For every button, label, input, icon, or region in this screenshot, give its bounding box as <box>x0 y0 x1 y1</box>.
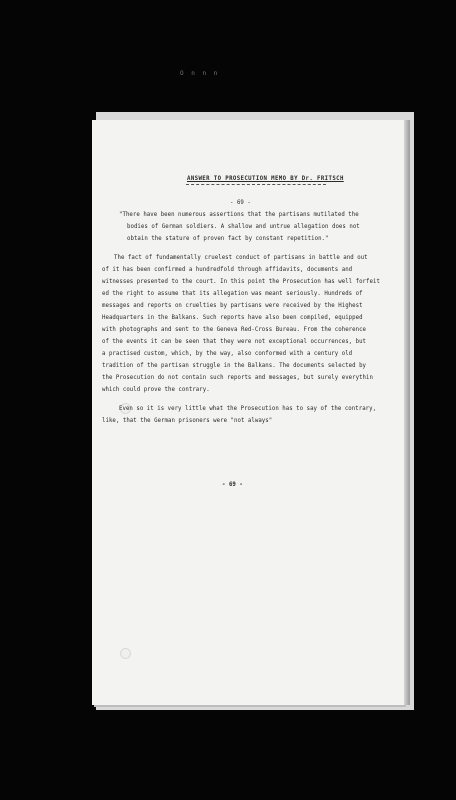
body-line: tradition of the partisan struggle in the Balkans. The documents selected by <box>102 363 367 369</box>
body-line: obtain the stature of proven fact by constant repetition." <box>127 236 329 242</box>
body-line: a practised custom, which, by the way, also conformed with a century old <box>102 351 353 357</box>
body-line: "There have been numerous assertions that the partisans mutilated the <box>119 212 359 218</box>
body-line: the Prosecution do not contain such reports and messages, but surely everythin <box>102 375 373 381</box>
body-line: ed the right to assume that its allegation was meant seriously. Hundreds of <box>102 291 363 297</box>
body-line: Headquarters in the Balkans. Such reports have also been compiled, equipped <box>102 315 363 321</box>
punch-hole <box>120 648 131 659</box>
scan-top-mark: O n n n <box>180 70 220 77</box>
body-line: bodies of German soldiers. A shallow and untrue allegation does not <box>127 224 360 230</box>
page-number-bottom: - 69 - <box>222 482 243 488</box>
body-line: like, that the German prisoners were "not always" <box>102 418 273 424</box>
body-line: of it has been confirmed a hundredfold through affidavits, documents and <box>102 267 353 273</box>
body-line: The fact of fundamentally cruelest conduct of partisans in battle and out <box>114 255 368 261</box>
document-heading: ANSWER TO PROSECUTION MEMO BY Dr. FRITSCH <box>187 176 344 182</box>
body-line: with photographs and sent to the Geneva Red-Cross Bureau. From the coherence <box>102 327 367 333</box>
heading-dash-underline <box>186 184 326 185</box>
document-page <box>92 120 404 705</box>
body-line: Even so it is very little what the Prosecution has to say of the contrary, <box>119 406 377 412</box>
body-line: of the events it can be seen that they were not exceptional occurrences, but <box>102 339 367 345</box>
body-line: witnesses presented to the court. In this point the Prosecution has well forfeit <box>102 279 380 285</box>
page-number-top: - 69 - <box>230 200 251 206</box>
body-line: which could prove the contrary. <box>102 387 210 393</box>
body-line: messages and reports on cruelties by partisans were received by the Highest <box>102 303 363 309</box>
